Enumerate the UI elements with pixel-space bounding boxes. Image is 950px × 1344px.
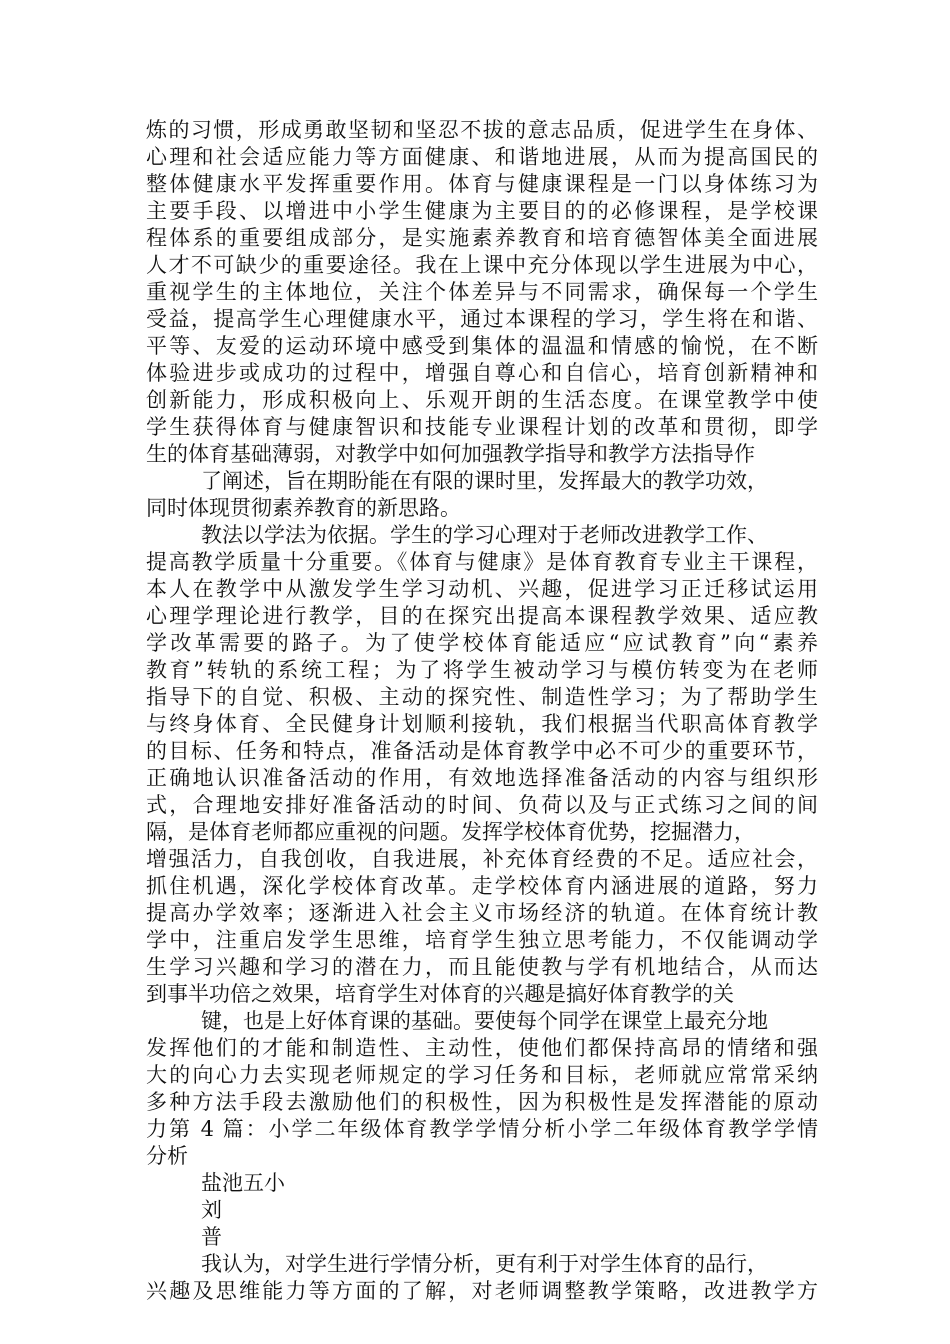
text-line: 大的向心力去实现老师规定的学习任务和目标，老师就应常常采纳 [146, 1063, 818, 1087]
text-line: 式，合理地安排好准备活动的时间、负荷以及与正式练习之间的间 [146, 793, 818, 817]
text-line: 受益，提高学生心理健康水平，通过本课程的学习，学生将在和谐、 [146, 307, 818, 331]
text-line: 提高教学质量十分重要。《体育与健康》是体育教育专业主干课程， [146, 550, 818, 574]
text-line: 人才不可缺少的重要途径。我在上课中充分体现以学生进展为中心， [146, 253, 818, 277]
text-line: 学改革需要的路子。为了使学校体育能适应“应试教育”向“素养 [146, 631, 818, 655]
text-line: 本人在教学中从激发学生学习动机、兴趣，促进学习正迁移试运用 [146, 577, 818, 601]
text-line: 主要手段、以增进中小学生健康为主要目的的必修课程，是学校课 [146, 199, 818, 223]
text-line: 的目标、任务和特点，准备活动是体育教学中必不可少的重要环节， [146, 739, 818, 763]
text-line: 生的体育基础薄弱，对教学中如何加强教学指导和教学方法指导作 [146, 442, 755, 466]
text-line: 正确地认识准备活动的作用，有效地选择准备活动的内容与组织形 [146, 766, 818, 790]
text-line: 我认为，对学生进行学情分析，更有利于对学生体育的品行， [201, 1252, 768, 1276]
text-line: 到事半功倍之效果，培育学生对体育的兴趣是搞好体育教学的关 [146, 982, 734, 1006]
text-line: 指导下的自觉、积极、主动的探究性、制造性学习；为了帮助学生 [146, 685, 818, 709]
text-line: 心理和社会适应能力等方面健康、和谐地进展，从而为提高国民的 [146, 145, 818, 169]
text-line: 隔，是体育老师都应重视的问题。发挥学校体育优势，挖掘潜力， [146, 820, 755, 844]
text-line: 生学习兴趣和学习的潜在力，而且能使教与学有机地结合，从而达 [146, 955, 818, 979]
document-body [146, 117, 818, 1305]
text-line: 重视学生的主体地位，关注个体差异与不同需求，确保每一个学生 [146, 280, 818, 304]
text-line: 整体健康水平发挥重要作用。体育与健康课程是一门以身体练习为 [146, 172, 818, 196]
text-line: 体验进步或成功的过程中，增强自尊心和自信心，培育创新精神和 [146, 361, 818, 385]
text-line: 增强活力，自我创收，自我进展，补充体育经费的不足。适应社会， [146, 847, 818, 871]
text-line: 盐池五小 [201, 1171, 285, 1195]
text-line: 学生获得体育与健康智识和技能专业课程计划的改革和贯彻，即学 [146, 415, 818, 439]
text-line: 普 [201, 1225, 222, 1249]
text-line: 炼的习惯，形成勇敢坚韧和坚忍不拔的意志品质，促进学生在身体、 [146, 118, 818, 142]
text-line: 平等、友爱的运动环境中感受到集体的温温和情感的愉悦，在不断 [146, 334, 818, 358]
text-line: 创新能力，形成积极向上、乐观开朗的生活态度。在课堂教学中使 [146, 388, 818, 412]
text-line: 同时体现贯彻素养教育的新思路。 [146, 496, 461, 520]
text-line: 分析 [146, 1144, 188, 1168]
text-line: 兴趣及思维能力等方面的了解，对老师调整教学策略，改进教学方 [146, 1279, 818, 1303]
text-line: 了阐述，旨在期盼能在有限的课时里，发挥最大的教学功效， [201, 469, 768, 493]
text-line: 提高办学效率；逐渐进入社会主义市场经济的轨道。在体育统计教 [146, 901, 818, 925]
text-line: 多种方法手段去激励他们的积极性，因为积极性是发挥潜能的原动 [146, 1090, 818, 1114]
text-line: 刘 [201, 1198, 222, 1222]
text-line: 学中，注重启发学生思维，培育学生独立思考能力，不仅能调动学 [146, 928, 818, 952]
text-line: 教法以学法为依据。学生的学习心理对于老师改进教学工作、 [201, 523, 768, 547]
text-line: 键，也是上好体育课的基础。要使每个同学在课堂上最充分地 [201, 1009, 768, 1033]
text-line: 力第 4 篇：小学二年级体育教学学情分析小学二年级体育教学学情 [146, 1117, 818, 1141]
text-line: 发挥他们的才能和制造性、主动性，使他们都保持高昂的情绪和强 [146, 1036, 818, 1060]
text-line: 抓住机遇，深化学校体育改革。走学校体育内涵进展的道路，努力 [146, 874, 818, 898]
text-line: 与终身体育、全民健身计划顺利接轨，我们根据当代职高体育教学 [146, 712, 818, 736]
text-line: 心理学理论进行教学，目的在探究出提高本课程教学效果、适应教 [146, 604, 818, 628]
text-line: 教育”转轨的系统工程；为了将学生被动学习与模仿转变为在老师 [146, 658, 818, 682]
text-line: 程体系的重要组成部分，是实施素养教育和培育德智体美全面进展 [146, 226, 818, 250]
